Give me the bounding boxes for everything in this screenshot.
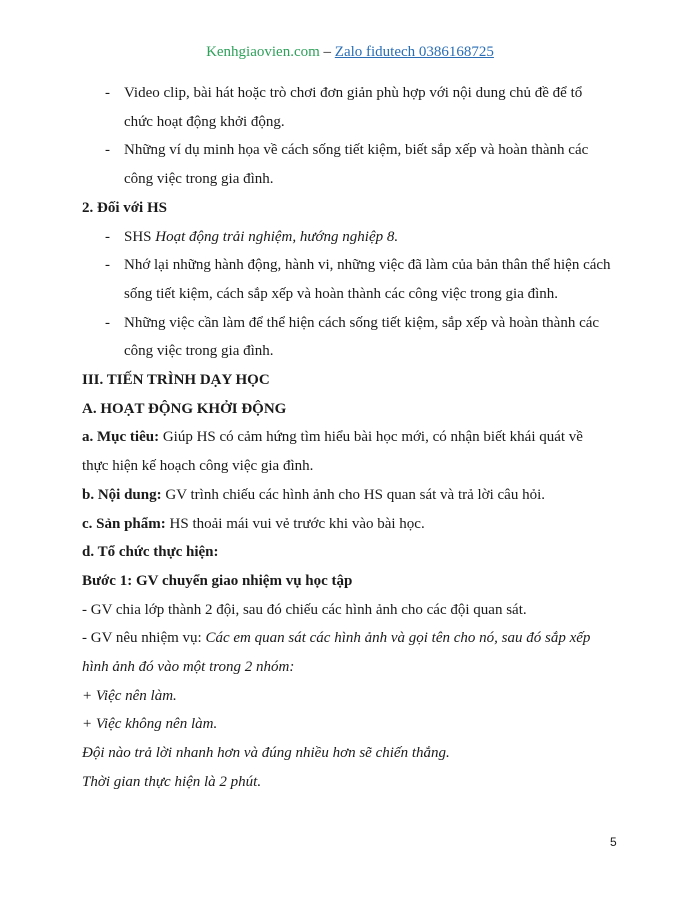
noi-dung bbox=[82, 481, 617, 510]
gv-item-1-line-1: Video clip, bài hát hoặc trò chơi đơn giản phù hợp với nội dung chủ đề để tổ bbox=[124, 85, 583, 101]
hs-heading bbox=[82, 194, 617, 223]
hs-item-3-line-2: công việc trong gia đình. bbox=[124, 343, 274, 360]
bullet-dash: - bbox=[105, 85, 110, 101]
hs-item-3 bbox=[82, 309, 617, 366]
bullet-dash: - bbox=[105, 228, 110, 245]
hs-item-1-line bbox=[124, 223, 617, 252]
to-chuc-text: d. Tổ chức thực hiện: bbox=[82, 544, 219, 561]
section-a-heading bbox=[82, 395, 617, 424]
step-line-6-text: Đội nào trả lời nhanh hơn và đúng nhiều hơn sẽ chiến thắng. bbox=[82, 745, 450, 762]
step-line-2 bbox=[82, 624, 617, 653]
step-line-3-text: hình ảnh đó vào một trong 2 nhóm: bbox=[82, 659, 295, 676]
step-line-2-prefix: - GV nêu nhiệm vụ: bbox=[82, 630, 206, 647]
bullet-dash: - bbox=[105, 257, 110, 274]
muc-tieu-label: a. Mục tiêu: bbox=[82, 429, 160, 446]
to-chuc-heading bbox=[82, 538, 617, 567]
step-line-4 bbox=[82, 682, 617, 711]
step-line-5 bbox=[82, 710, 617, 739]
hs-item-2 bbox=[82, 251, 617, 308]
step-line-2-italic: Các em quan sát các hình ảnh và gọi tên cho nó, sau đó sắp xếp bbox=[205, 630, 591, 647]
hs-item-1 bbox=[82, 223, 617, 252]
step-line-3 bbox=[82, 653, 617, 682]
page-header bbox=[0, 42, 700, 62]
buoc-1-heading bbox=[82, 567, 617, 596]
step-line-4-text: + Việc nên làm. bbox=[82, 687, 177, 704]
header-site: Kenhgiaovien.com bbox=[206, 44, 320, 60]
bullet-dash: - bbox=[105, 142, 110, 159]
gv-item-1-line-2: chức hoạt động khởi động. bbox=[124, 113, 285, 130]
gv-item-1 bbox=[82, 79, 617, 136]
muc-tieu-line-2: thực hiện kế hoạch công việc gia đình. bbox=[82, 458, 314, 475]
hs-item-2-line-2: sống tiết kiệm, cách sắp xếp và hoàn thành các công việc trong gia đình. bbox=[124, 285, 559, 302]
shs-prefix: SHS bbox=[124, 228, 156, 245]
shs-title: Hoạt động trải nghiệm, hướng nghiệp 8. bbox=[155, 228, 399, 245]
section-3-text: III. TIẾN TRÌNH DẠY HỌC bbox=[82, 372, 270, 389]
san-pham bbox=[82, 510, 617, 539]
buoc-1-text: Bước 1: GV chuyển giao nhiệm vụ học tập bbox=[82, 572, 353, 589]
gv-item-2-line-2: công việc trong gia đình. bbox=[124, 171, 274, 188]
header-separator: – bbox=[319, 44, 335, 60]
step-line-7 bbox=[82, 768, 617, 797]
page-number: 5 bbox=[610, 835, 617, 849]
noi-dung-text: GV trình chiếu các hình ảnh cho HS quan sát và trả lời câu hỏi. bbox=[161, 486, 546, 503]
page-body bbox=[82, 79, 617, 797]
bullet-dash: - bbox=[105, 314, 110, 331]
hs-heading-text: 2. Đối với HS bbox=[82, 199, 167, 216]
san-pham-label: c. Sản phẩm: bbox=[82, 515, 166, 532]
noi-dung-label: b. Nội dung: bbox=[82, 486, 162, 503]
san-pham-text: HS thoải mái vui vẻ trước khi vào bài học. bbox=[165, 515, 425, 532]
step-line-7-text: Thời gian thực hiện là 2 phút. bbox=[82, 773, 262, 790]
muc-tieu-text: Giúp HS có cảm hứng tìm hiểu bài học mới, có nhận biết khái quát về bbox=[159, 429, 583, 446]
step-line-6 bbox=[82, 739, 617, 768]
hs-item-3-line-1: Những việc cần làm để thể hiện cách sống tiết kiệm, sắp xếp và hoàn thành các bbox=[124, 314, 600, 331]
step-line-5-text: + Việc không nên làm. bbox=[82, 716, 218, 733]
muc-tieu-line-1 bbox=[82, 423, 617, 452]
header-zalo-link[interactable]: Zalo fidutech 0386168725 bbox=[334, 44, 494, 60]
section-a-text: A. HOẠT ĐỘNG KHỞI ĐỘNG bbox=[82, 400, 287, 417]
step-line-1: - GV chia lớp thành 2 đội, sau đó chiếu các hình ảnh cho các đội quan sát. bbox=[82, 601, 527, 618]
hs-item-2-line-1: Nhớ lại những hành động, hành vi, những việc đã làm của bản thân thể hiện cách bbox=[124, 257, 611, 274]
gv-item-2-line-1: Những ví dụ minh họa về cách sống tiết kiệm, biết sắp xếp và hoàn thành các bbox=[124, 142, 589, 159]
section-3-heading bbox=[82, 366, 617, 395]
gv-item-2 bbox=[82, 136, 617, 193]
